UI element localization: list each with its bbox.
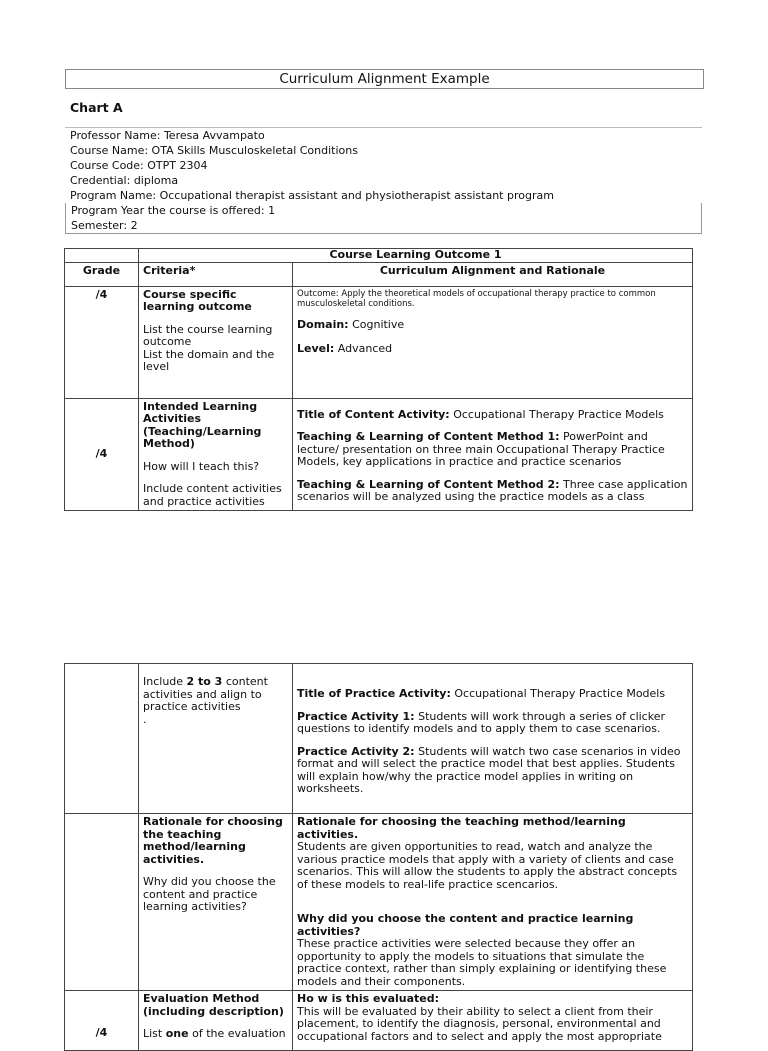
- course-code: Course Code: OTPT 2304: [70, 159, 208, 172]
- criteria-cell: [139, 664, 293, 814]
- criteria-cell: [139, 398, 293, 511]
- level-label: Level:: [297, 342, 335, 355]
- criteria-text: List the course learning outcome: [143, 322, 273, 348]
- criteria-text: List: [143, 1027, 166, 1040]
- criteria-emphasis: 2 to 3: [186, 675, 223, 688]
- practice-activity-2-label: Practice Activity 2:: [297, 744, 415, 758]
- how-text: This will be evaluated by their ability to select a client from their placement, to identify the diagnosis, personal, environmental and occupational factors and to select and apply the most appropriate: [297, 1004, 662, 1043]
- outcome-text: Outcome: Apply the theoretical models of occupational therapy practice to common musculoskeletal conditions.: [297, 288, 656, 309]
- practice-title-label: Title of Practice Activity:: [297, 687, 451, 700]
- document-title: Curriculum Alignment Example: [65, 69, 704, 89]
- course-info-block: [65, 127, 702, 234]
- learning-activities-table: [64, 663, 693, 1051]
- grade-cell: /4: [65, 398, 139, 511]
- criteria-title: Evaluation Method (including description): [143, 992, 284, 1018]
- criteria-title: Rationale for choosing the teaching method/learning activities.: [143, 815, 283, 866]
- why-text: These practice activities were selected because they offer an opportunity to apply the models to situations that simulate the practice context, rather than simply explaining or identifying these models and their components.: [297, 937, 667, 988]
- credential: Credential: diploma: [70, 174, 179, 187]
- practice-activity-1-label: Practice Activity 1:: [297, 709, 415, 723]
- criteria-title: Course specific learning outcome: [143, 287, 252, 313]
- criteria-text: of the evaluation: [188, 1027, 286, 1040]
- criteria-text: Why did you choose the content and practice learning activities?: [143, 875, 276, 913]
- alignment-cell: [293, 286, 693, 398]
- course-name: Course Name: OTA Skills Musculoskeletal Conditions: [70, 144, 358, 157]
- program-year: Program Year the course is offered: 1: [65, 203, 702, 218]
- criteria-text: Include: [143, 675, 187, 688]
- criteria-cell: [139, 814, 293, 991]
- method1-value: PowerPoint and lecture/ presentation on three main Occupational Therapy Practice Models, key applications in practice and practice scenarios: [297, 430, 665, 468]
- why-label: Why did you choose the content and practice learning activities?: [297, 912, 634, 938]
- content-title-value: Occupational Therapy Practice Models: [449, 407, 664, 421]
- criteria-text: List the domain and the level: [143, 347, 275, 373]
- practice-activity-2-value: Students will watch two case scenarios in video format and will select the practice model that best applies. Students will explain how/why the practice model applies in writing on worksheets.: [297, 744, 681, 795]
- criteria-cell: [139, 991, 293, 1051]
- alignment-header: Curriculum Alignment and Rationale: [293, 262, 693, 286]
- rationale-text: Students are given opportunities to read, watch and analyze the various practice models that apply with a variety of clients and case scenarios. This will allow the students to apply the abstract concepts of these models to real-life practice scencarios.: [297, 840, 678, 891]
- method2-value: Three case application scenarios will be analyzed using the practice models as a class: [297, 477, 688, 503]
- practice-activity-1-value: Students will work through a series of clicker questions to identify models and to apply them to case scenarios.: [297, 709, 665, 735]
- learning-outcome-table: [64, 248, 693, 511]
- table-header: Course Learning Outcome 1: [139, 249, 693, 263]
- alignment-cell: [293, 398, 693, 511]
- content-title-label: Title of Content Activity:: [297, 407, 450, 421]
- program-name: Program Name: Occupational therapist assistant and physiotherapist assistant program: [70, 189, 554, 202]
- alignment-cell: [293, 814, 693, 991]
- grade-cell: /4: [65, 991, 139, 1051]
- practice-title-value: Occupational Therapy Practice Models: [450, 687, 666, 700]
- domain-value: Cognitive: [348, 317, 405, 331]
- method1-label: Teaching & Learning of Content Method 1:: [297, 430, 560, 443]
- criteria-emphasis: one: [165, 1027, 189, 1040]
- chart-label: Chart A: [70, 100, 123, 115]
- how-label: Ho w is this evaluated:: [297, 992, 440, 1005]
- criteria-title: Intended Learning Activities (Teaching/Learning Method): [143, 399, 262, 450]
- criteria-text: Include content activities and practice activities: [143, 482, 282, 508]
- criteria-cell: [139, 286, 293, 398]
- criteria-header: Criteria*: [139, 262, 293, 286]
- domain-label: Domain:: [297, 317, 349, 331]
- grade-header: Grade: [65, 262, 139, 286]
- criteria-text: content activities and align to practice activities: [143, 675, 268, 713]
- method2-label: Teaching & Learning of Content Method 2:: [297, 477, 560, 491]
- criteria-text: How will I teach this?: [143, 459, 260, 473]
- professor-name: Professor Name: Teresa Avvampato: [70, 129, 265, 142]
- semester: Semester: 2: [65, 218, 702, 234]
- criteria-text: .: [143, 712, 147, 726]
- rationale-label: Rationale for choosing the teaching method/learning activities.: [297, 815, 626, 841]
- alignment-cell: [293, 991, 693, 1051]
- level-value: Advanced: [334, 342, 393, 355]
- grade-cell: /4: [65, 286, 139, 398]
- alignment-cell: [293, 664, 693, 814]
